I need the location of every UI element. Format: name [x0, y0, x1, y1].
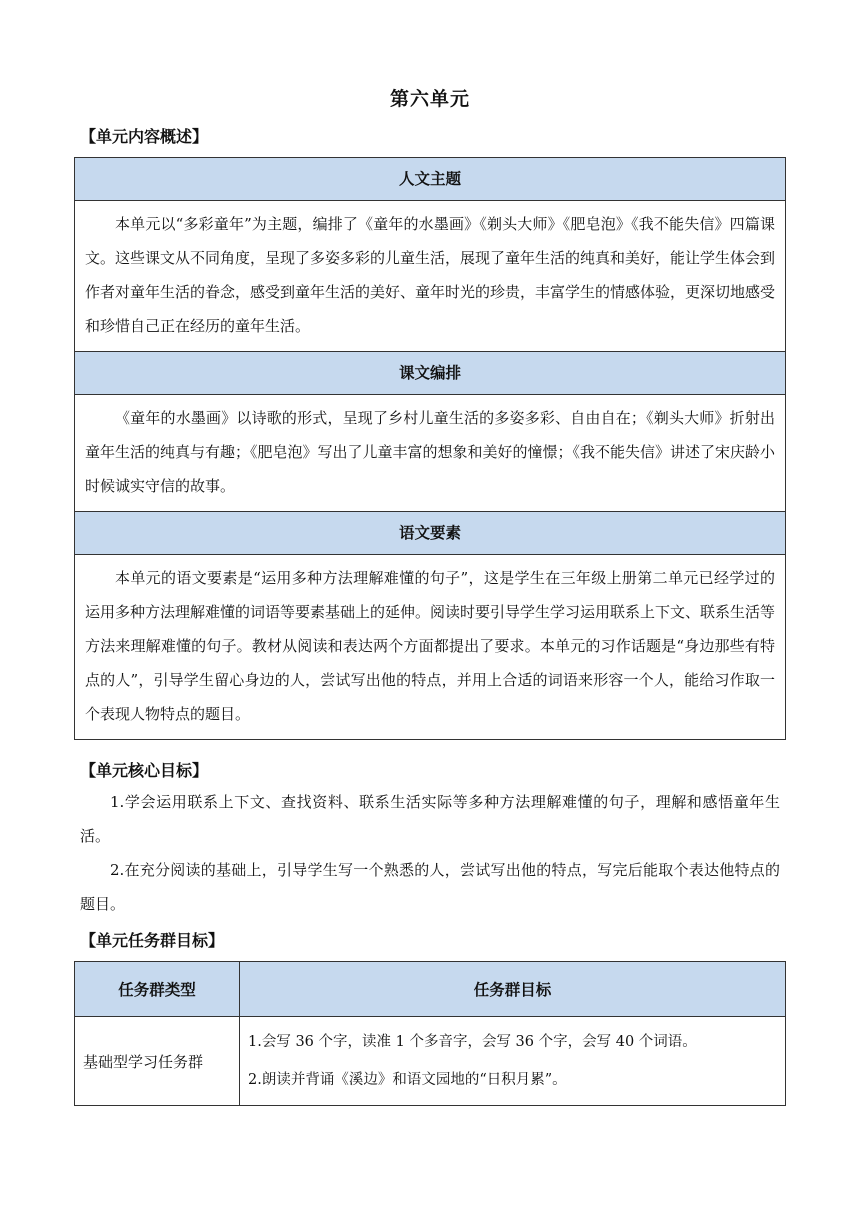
task-goal-item: 2.朗读并背诵《溪边》和语文园地的“日积月累”。 — [248, 1072, 567, 1088]
overview-section-title: 人文主题 — [75, 158, 785, 201]
overview-section-title: 语文要素 — [75, 512, 785, 555]
task-goals-heading: 【单元任务群目标】 — [80, 931, 225, 950]
task-type-cell: 基础型学习任务群 — [75, 1017, 240, 1106]
task-goals-cell — [240, 1017, 786, 1106]
table-header-row — [75, 962, 786, 1017]
core-goals-heading: 【单元核心目标】 — [80, 761, 209, 780]
overview-heading: 【单元内容概述】 — [80, 127, 209, 146]
overview-section-body: 本单元以“多彩童年”为主题，编排了《童年的水墨画》《剃头大师》《肥皂泡》《我不能失信》四篇课文。这些课文从不同角度，呈现了多姿多彩的儿童生活，展现了童年生活的纯真和美好，能让学生体会到作者对童年生活的眷念，感受到童年生活的美好、童年时光的珍贵，丰富学生的情感体验，更深切地感受和珍惜自己正在经历的童年生活。 — [75, 201, 785, 352]
core-goal-item: 2.在充分阅读的基础上，引导学生写一个熟悉的人，尝试写出他的特点，写完后能取个表达他特点的题目。 — [80, 861, 780, 913]
overview-table — [74, 157, 786, 740]
overview-section-body: 本单元的语文要素是“运用多种方法理解难懂的句子”，这是学生在三年级上册第二单元已经学过的运用多种方法理解难懂的词语等要素基础上的延伸。阅读时要引导学生学习运用联系上下文、联系生活等方法来理解难懂的句子。教材从阅读和表达两个方面都提出了要求。本单元的习作话题是“身边那些有特点的人”，引导学生留心身边的人，尝试写出他的特点，并用上合适的词语来形容一个人，能给习作取一个表现人物特点的题目。 — [85, 569, 776, 723]
table-row — [75, 1017, 786, 1106]
overview-section-body: 《童年的水墨画》以诗歌的形式，呈现了乡村儿童生活的多姿多彩、自由自在；《剃头大师》折射出童年生活的纯真与有趣；《肥皂泡》写出了儿童丰富的想象和美好的憧憬；《我不能失信》讲述了宋庆龄小时候诚实守信的故事。 — [75, 395, 785, 512]
page-title: 第六单元 — [389, 88, 470, 110]
column-header: 任务群目标 — [240, 962, 786, 1017]
core-goal-item: 1.学会运用联系上下文、查找资料、联系生活实际等多种方法理解难懂的句子，理解和感悟童年生活。 — [80, 793, 780, 845]
task-goal-item: 1.会写 36 个字，读准 1 个多音字，会写 36 个字，会写 40 个词语。 — [248, 1034, 697, 1050]
overview-section-title: 课文编排 — [75, 352, 785, 395]
column-header: 任务群类型 — [75, 962, 240, 1017]
task-goals-table — [74, 961, 786, 1106]
